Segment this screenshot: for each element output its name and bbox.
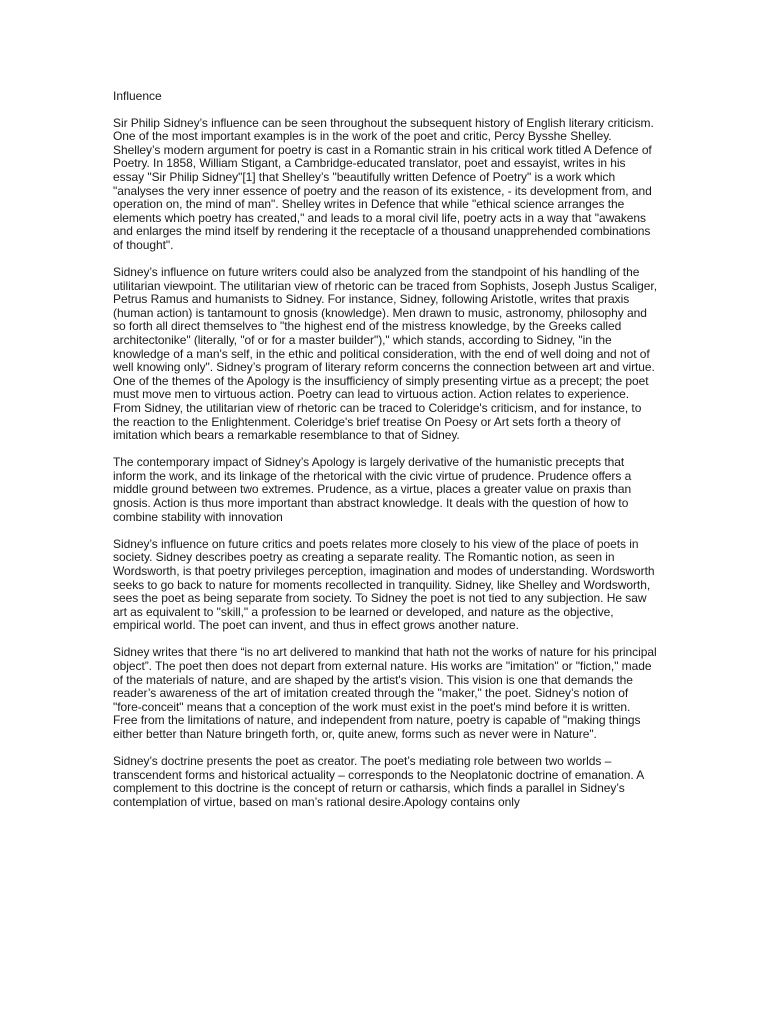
paragraph-place-of-poets: Sidney’s influence on future critics and poets relates more closely to his view of the place of poets in society. Sidney describes poetry as creating a separate reality. The Romantic notion, as seen in Wordsworth, is that poetry privileges perception, imagination and modes of understanding. Wordsworth seeks to go back to nature for moments recollected in tranquility. Sidney, like Shelley and Wordsworth, sees the poet as being separate from society. To Sidney the poet is not tied to any subjection. He saw art as equivalent to "skill," a profession to be learned or developed, and nature as the objective, empirical world. The poet can invent, and thus in effect grows another nature. xyxy=(113,536,655,633)
paragraph-utilitarian-viewpoint: Sidney’s influence on future writers could also be analyzed from the standpoint of his handling of the utilitarian viewpoint. The utilitarian view of rhetoric can be traced from Sophists, Joseph Justus Scaliger, Petrus Ramus and humanists to Sidney. For instance, Sidney, following Aristotle, writes that praxis (human action) is tantamount to gnosis (knowledge). Men drawn to music, astronomy, philosophy and so forth all direct themselves to "the highest end of the mistress knowledge, by the Greeks called architectonike" (literally, "of or for a master builder")," which stands, according to Sidney, "in the knowledge of a man's self, in the ethic and political consideration, with the end of well doing and not of well knowing only". Sidney’s program of literary reform concerns the connection between art and virtue. One of the themes of the Apology is the insufficiency of simply presenting virtue as a precept; the poet must move men to virtuous action. Poetry can lead to virtuous action. Action relates to experience. From Sidney, the utilitarian view of rhetoric can be traced to Coleridge's criticism, and for instance, to the reaction to the Enlightenment. Coleridge's brief treatise On Poesy or Art sets forth a theory of imitation which bears a remarkable resemblance to that of Sidney. xyxy=(113,265,657,443)
paragraph-contemporary-impact: The contemporary impact of Sidney’s Apology is largely derivative of the humanistic precepts that inform the work, and its linkage of the rhetorical with the civic virtue of prudence. Prudence offers a middle ground between two extremes. Prudence, as a virtue, places a greater value on praxis than gnosis. Action is thus more important than abstract knowledge. It deals with the question of how to combine stability with innovation xyxy=(113,455,632,524)
paragraph-art-and-nature: Sidney writes that there “is no art delivered to mankind that hath not the works of nature for his principal object”. The poet then does not depart from external nature. His works are "imitation" or "fiction," made of the materials of nature, and are shaped by the artist's vision. This vision is one that demands the reader’s awareness of the art of imitation created through the "maker," the poet. Sidney’s notion of "fore-conceit" means that a conception of the work must exist in the poet's mind before it is written. Free from the limitations of nature, and independent from nature, poetry is capable of "making things either better than Nature bringeth forth, or, quite anew, forms such as never were in Nature". xyxy=(113,645,657,741)
paragraph-shelley-influence: Sir Philip Sidney’s influence can be seen throughout the subsequent history of English literary criticism. One of the most important examples is in the work of the poet and critic, Percy Bysshe Shelley. Shelley’s modern argument for poetry is cast in a Romantic strain in his critical work titled A Defence of Poetry. In 1858, William Stigant, a Cambridge-educated translator, poet and essayist, writes in his essay "Sir Philip Sidney"[1] that Shelley’s "beautifully written Defence of Poetry" is a work which "analyses the very inner essence of poetry and the reason of its existence, - its development from, and operation on, the mind of man". Shelley writes in Defence that while "ethical science arranges the elements which poetry has created," and leads to a moral civil life, poetry acts in a way that "awakens and enlarges the mind itself by rendering it the receptacle of a thousand unapprehended combinations of thought". xyxy=(113,115,654,252)
paragraph-poet-as-creator: Sidney’s doctrine presents the poet as creator. The poet’s mediating role between two worlds – transcendent forms and historical actuality – corresponds to the Neoplatonic doctrine of emanation. A complement to this doctrine is the concept of return or catharsis, which finds a parallel in Sidney’s contemplation of virtue, based on man’s rational desire.Apology contains only xyxy=(113,754,644,809)
document-page xyxy=(113,90,658,823)
section-heading: Influence xyxy=(113,89,162,103)
